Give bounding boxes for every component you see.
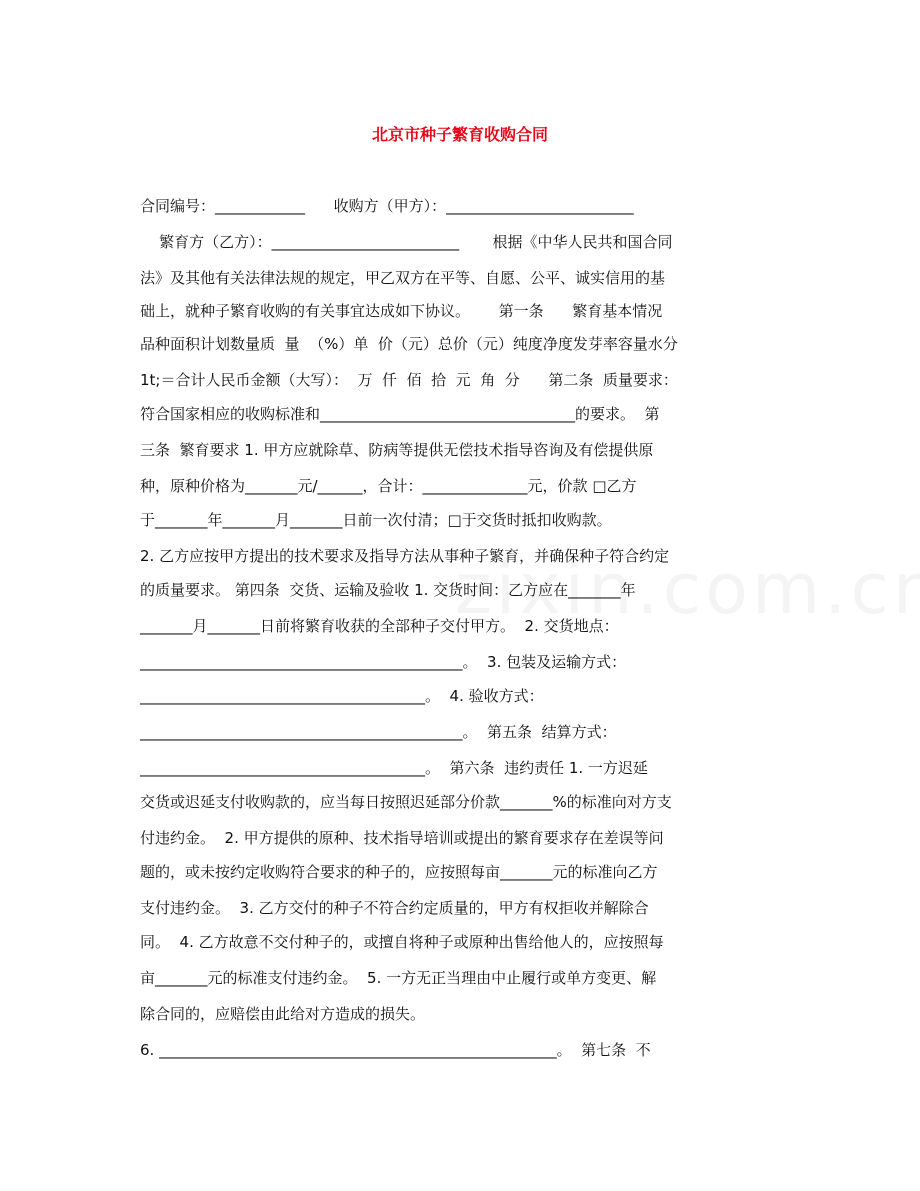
text-line: ___________________________________________。 第五条 结算方式：	[140, 723, 617, 741]
text-line: 交货或迟延支付收购款的，应当每日按照迟延部分价款_______%的标准向对方支	[140, 793, 672, 811]
text-line: 2. 乙方应按甲方提出的技术要求及指导方法从事种子繁育，并确保种子符合约定	[140, 547, 670, 565]
text-line: 题的，或未按约定收购符合要求的种子的，应按照每亩_______元的标准向乙方	[140, 863, 658, 881]
text-line: 三条 繁育要求 1. 甲方应就除草、防病等提供无偿技术指导咨询及有偿提供原	[140, 441, 654, 459]
text-line: 于_______年_______月_______日前一次付清；□于交货时抵扣收购款。	[140, 511, 612, 529]
text-line: 合同编号：____________ 收购方（甲方）：_________________________	[140, 197, 634, 215]
text-line: ______________________________________。 4. 验收方式：	[140, 687, 544, 705]
text-line: ______________________________________。 第六条 违约责任 1. 一方迟延	[140, 759, 648, 777]
text-line: 1t;＝合计人民币金额（大写）： 万 仟 佰 拾 元 角 分 第二条 质量要求：	[140, 371, 678, 389]
text-line: 法》及其他有关法律法规的规定，甲乙双方在平等、自愿、公平、诚实信用的基	[140, 269, 666, 287]
text-line: 种，原种价格为_______元/______，合计：______________元，价款 □乙方	[140, 477, 637, 495]
text-line: 繁育方（乙方）：_________________________ 根据《中华人民共和国合同	[140, 233, 673, 251]
text-line: 同。 4. 乙方故意不交付种子的，或擅自将种子或原种出售给他人的，应按照每	[140, 933, 664, 951]
text-line: _______月_______日前将繁育收获的全部种子交付甲方。 2. 交货地点：	[140, 617, 619, 635]
text-line: 付违约金。 2. 甲方提供的原种、技术指导培训或提出的繁育要求存在差误等问	[140, 829, 664, 847]
text-line: 品种面积计划数量质 量 （%）单 价（元）总价（元）纯度净度发芽率容量水分	[140, 335, 678, 353]
text-line: 符合国家相应的收购标准和__________________________________的要求。 第	[140, 405, 660, 423]
document-title: 北京市种子繁育收购合同	[371, 125, 548, 144]
text-line: 础上，就种子繁育收购的有关事宜达成如下协议。 第一条 繁育基本情况	[140, 302, 663, 320]
text-line: ___________________________________________。 3. 包装及运输方式：	[140, 653, 627, 671]
text-line: 除合同的，应赔偿由此给对方造成的损失。	[140, 1005, 426, 1023]
text-line: 亩_______元的标准支付违约金。 5. 一方无正当理由中止履行或单方变更、解	[140, 969, 657, 987]
text-line: 的质量要求。 第四条 交货、运输及验收 1. 交货时间：乙方应在_______年	[140, 581, 636, 599]
text-line: 支付违约金。 3. 乙方交付的种子不符合约定质量的，甲方有权拒收并解除合	[140, 899, 649, 917]
text-line: 6. _____________________________________________________。 第七条 不	[140, 1041, 651, 1059]
